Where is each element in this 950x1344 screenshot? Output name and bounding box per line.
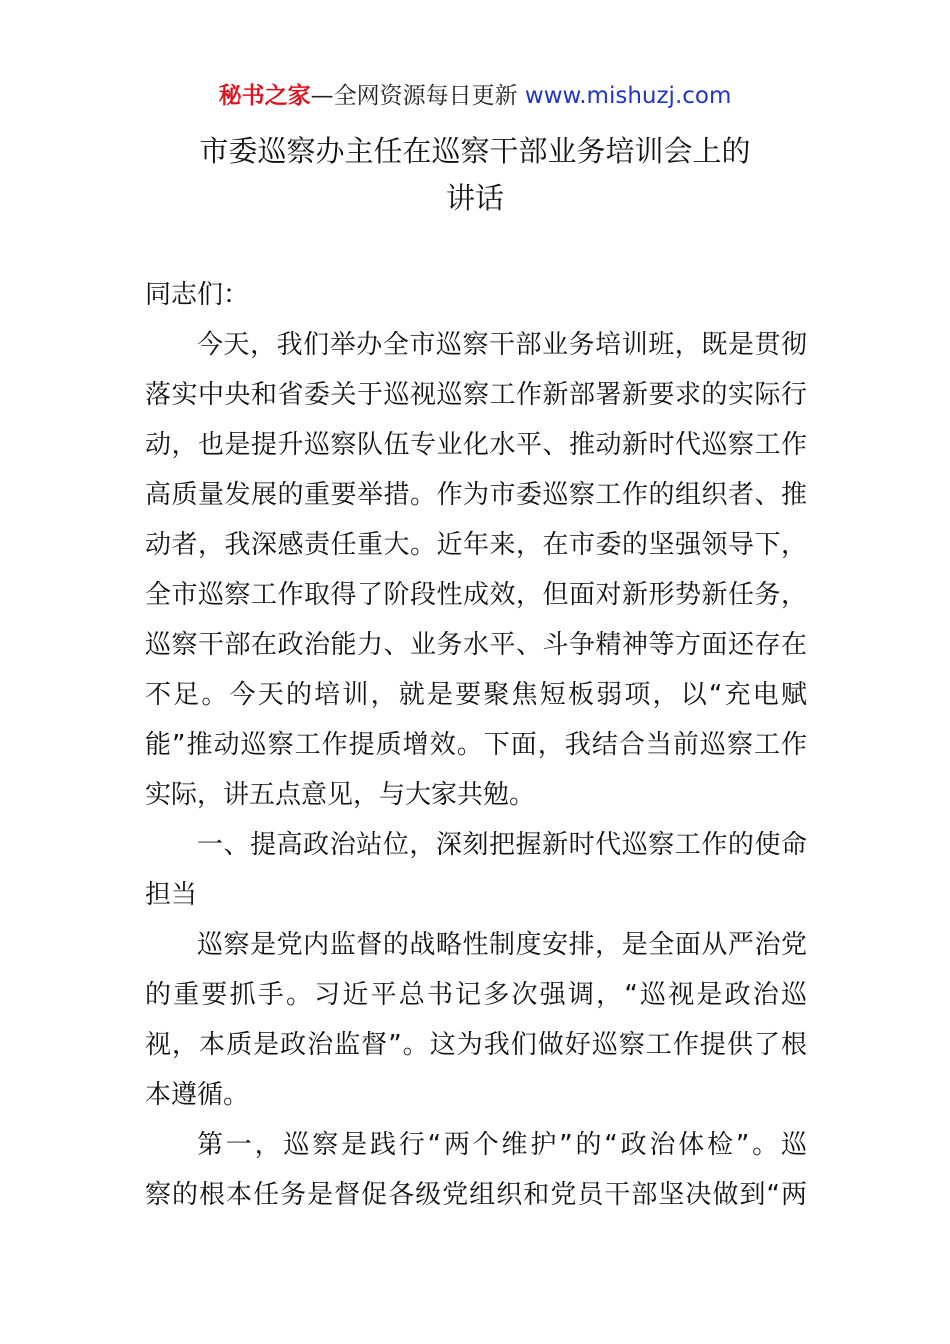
section-heading <box>145 820 807 920</box>
site-banner <box>0 80 950 112</box>
text-line: 全市巡察工作取得了阶段性成效，但面对新形势新任务， <box>145 580 807 610</box>
title-line: 市委巡察办主任在巡察干部业务培训会上的 <box>199 134 751 168</box>
text-line: 的重要抓手。习近平总书记多次强调，“巡视是政治巡 <box>145 980 807 1010</box>
text-line: 今天，我们举办全市巡察干部业务培训班，既是贯彻 <box>197 330 807 360</box>
paragraph-point1 <box>145 1120 807 1220</box>
brand-name: 秘书之家 <box>218 83 311 109</box>
text-line: 实际，讲五点意见，与大家共勉。 <box>145 780 536 810</box>
text-line: 视，本质是政治监督”。这为我们做好巡察工作提供了根 <box>145 1030 807 1060</box>
text-line: 落实中央和省委关于巡视巡察工作新部署新要求的实际行 <box>145 380 807 410</box>
text-line: 能”推动巡察工作提质增效。下面，我结合当前巡察工作 <box>145 730 807 760</box>
text-line: 高质量发展的重要举措。作为市委巡察工作的组织者、推 <box>145 480 807 510</box>
text-line: 一、提高政治站位，深刻把握新时代巡察工作的使命 <box>197 830 807 860</box>
title-line: 讲话 <box>445 181 504 215</box>
text-line: 动，也是提升巡察队伍专业化水平、推动新时代巡察工作 <box>145 430 807 460</box>
paragraph-intro <box>145 320 807 820</box>
text-line: 担当 <box>145 880 198 910</box>
site-url[interactable]: www.mishuzj.com <box>524 83 732 109</box>
text-line: 不足。今天的培训，就是要聚焦短板弱项，以“充电赋 <box>145 680 807 710</box>
document-title <box>0 128 950 222</box>
text-line: 本遵循。 <box>145 1080 250 1110</box>
paragraph-section1 <box>145 920 807 1120</box>
text-line: 察的根本任务是督促各级党组织和党员干部坚决做到“两 <box>145 1180 807 1210</box>
document-body <box>145 270 807 1220</box>
text-line: 巡察干部在政治能力、业务水平、斗争精神等方面还存在 <box>145 630 807 660</box>
text-line: 第一，巡察是践行“两个维护”的“政治体检”。巡 <box>197 1130 807 1160</box>
text-line: 巡察是党内监督的战略性制度安排，是全面从严治党 <box>197 930 807 960</box>
salutation: 同志们： <box>145 280 250 310</box>
banner-tagline: —全网资源每日更新 <box>310 83 518 109</box>
text-line: 动者，我深感责任重大。近年来，在市委的坚强领导下， <box>145 530 807 560</box>
